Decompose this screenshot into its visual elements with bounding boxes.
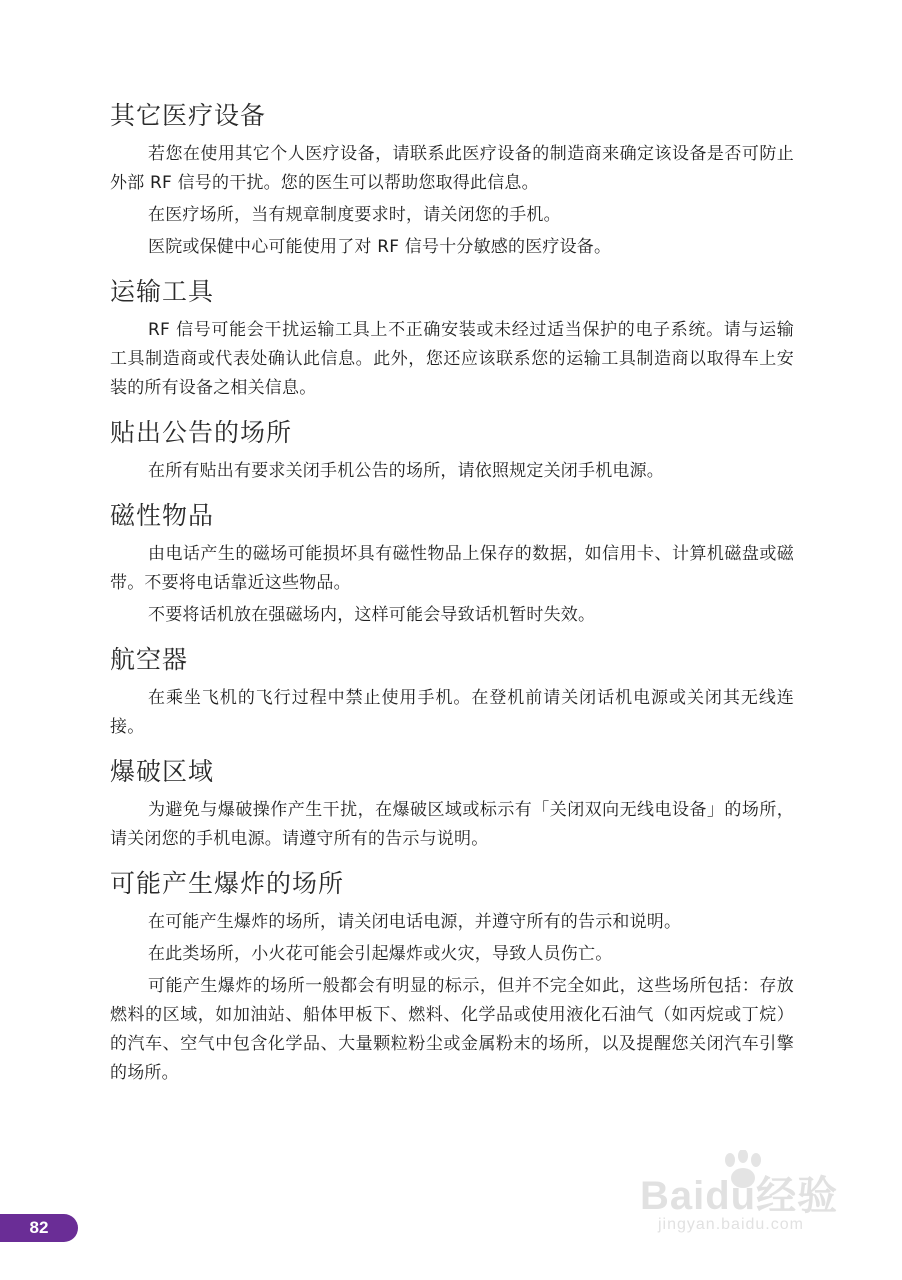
page-number-badge — [0, 1214, 78, 1242]
paragraph: 为避免与爆破操作产生干扰，在爆破区域或标示有「关闭双向无线电设备」的场所，请关闭您的手机电源。请遵守所有的告示与说明。 — [110, 800, 794, 849]
section-title: 磁性物品 — [110, 501, 215, 530]
paragraph: 在此类场所，小火花可能会引起爆炸或火灾，导致人员伤亡。 — [148, 944, 613, 964]
paragraph: 在医疗场所，当有规章制度要求时，请关闭您的手机。 — [148, 205, 561, 225]
paragraph: 可能产生爆炸的场所一般都会有明显的标示，但并不完全如此，这些场所包括：存放燃料的区域，如加油站、船体甲板下、燃料、化学品或使用液化石油气（如丙烷或丁烷）的汽车、空气中包含化学品、大量颗粒粉尘或金属粉末的场所，以及提醒您关闭汽车引擎的场所。 — [110, 976, 794, 1083]
page-number: 82 — [29, 1218, 49, 1237]
section — [110, 868, 794, 1088]
document-body — [110, 100, 794, 1102]
paragraph: RF 信号可能会干扰运输工具上不正确安装或未经过适当保护的电子系统。请与运输工具制造商或代表处确认此信息。此外，您还应该联系您的运输工具制造商以取得车上安装的所有设备之相关信息。 — [110, 320, 794, 398]
section-title: 贴出公告的场所 — [110, 418, 293, 447]
section — [110, 417, 794, 486]
section — [110, 100, 794, 262]
paragraph: 医院或保健中心可能使用了对 RF 信号十分敏感的医疗设备。 — [148, 237, 612, 257]
section-title: 爆破区域 — [110, 757, 215, 786]
section-title: 可能产生爆炸的场所 — [110, 869, 345, 898]
paragraph: 在乘坐飞机的飞行过程中禁止使用手机。在登机前请关闭话机电源或关闭其无线连接。 — [110, 688, 794, 737]
paragraph: 不要将话机放在强磁场内，这样可能会导致话机暂时失效。 — [148, 605, 596, 625]
paragraph: 在所有贴出有要求关闭手机公告的场所，请依照规定关闭手机电源。 — [148, 461, 664, 481]
paragraph: 若您在使用其它个人医疗设备，请联系此医疗设备的制造商来确定该设备是否可防止外部 RF 信号的干扰。您的医生可以帮助您取得此信息。 — [110, 144, 794, 193]
section-title: 其它医疗设备 — [110, 101, 267, 130]
watermark-logo: Baidu经验 — [640, 1174, 839, 1218]
section — [110, 644, 794, 742]
paragraph: 在可能产生爆炸的场所，请关闭电话电源，并遵守所有的告示和说明。 — [148, 912, 682, 932]
section-title: 运输工具 — [110, 277, 215, 306]
section-title: 航空器 — [110, 645, 189, 674]
watermark-url: jingyan.baidu.com — [658, 1216, 804, 1233]
section — [110, 500, 794, 630]
paragraph: 由电话产生的磁场可能损坏具有磁性物品上保存的数据，如信用卡、计算机磁盘或磁带。不要将电话靠近这些物品。 — [110, 544, 794, 593]
baidu-watermark — [640, 1150, 880, 1240]
section — [110, 276, 794, 403]
section — [110, 756, 794, 854]
